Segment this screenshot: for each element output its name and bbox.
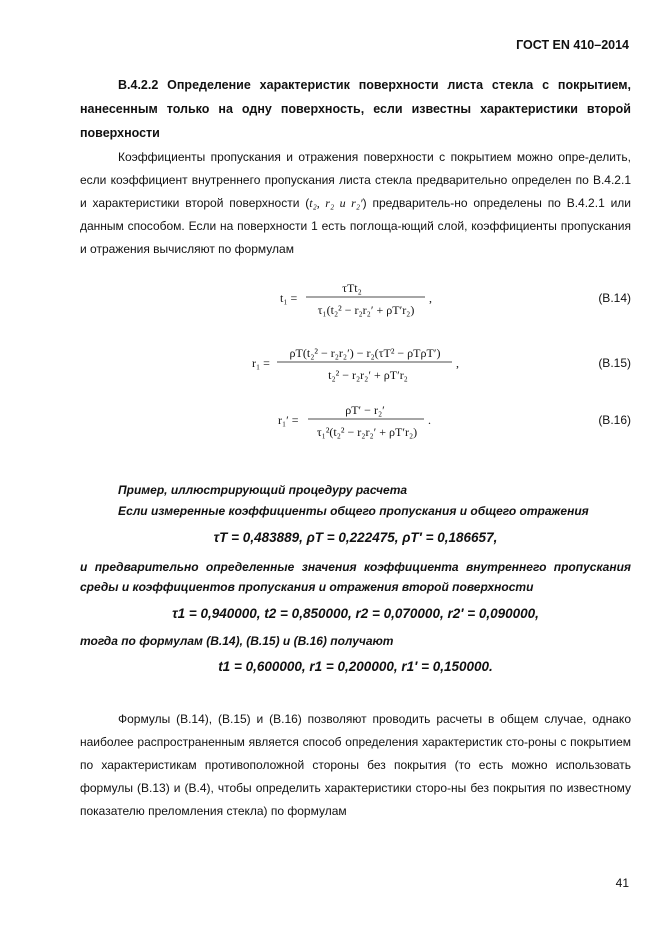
eq14-numerator: τTt₂ — [342, 281, 362, 295]
example-then: тогда по формулам (В.14), (В.15) и (В.16) получают — [80, 634, 394, 648]
equation-b16 — [80, 396, 631, 444]
paragraph-intro-part2: ) предваритель-но определены по В.4.2.1 или данным способом. Если на поверхности 1 есть поглоща-ющий слой, коэффициенты пропускания и отражения вычисляют по формулам — [80, 196, 631, 256]
eq14-tail: , — [429, 291, 432, 305]
equation-b14 — [80, 274, 631, 322]
eq14-lhs: t₁ = — [280, 291, 298, 305]
equation-b16-formula — [80, 396, 631, 444]
eq14-denominator: τ₁(t₂² − r₂r₂′ + ρT′r₂) — [317, 303, 415, 317]
example-prelim: и предварительно определенные значения коэффициента внутреннего пропускания среды и коэффициентов пропускания и отражения второй поверхности — [80, 560, 631, 594]
eq16-number: (В.16) — [598, 413, 631, 427]
section-heading: В.4.2.2 Определение характеристик поверхности листа стекла с покрытием, нанесенным только на одну поверхность, если известны характеристики второй поверхности — [80, 78, 631, 140]
example-values-measured: τT = 0,483889, ρT = 0,222475, ρT′ = 0,186657, — [213, 530, 498, 545]
eq16-tail: . — [428, 413, 431, 427]
eq15-lhs: r₁ = — [252, 356, 270, 370]
eq14-number: (В.14) — [598, 291, 631, 305]
paragraph-intro — [80, 146, 631, 261]
eq15-number: (В.15) — [598, 356, 631, 370]
eq16-numerator: ρT′ − r₂′ — [345, 403, 385, 417]
second-surface-vars: t₂, r₂ и r₂′ — [309, 196, 363, 210]
example-measured: Если измеренные коэффициенты общего пропускания и общего отражения — [118, 504, 589, 518]
example-title: Пример, иллюстрирующий процедуру расчета — [118, 483, 408, 497]
paragraph-closing: Формулы (В.14), (В.15) и (В.16) позволяют проводить расчеты в общем случае, однако наиболее распространенным является способ определения характеристик сто-роны с покрытием по характеристикам противоположной стороны без покрытия (то есть можно использовать формулы (В.13) и (В.4), чтобы определить характеристики сторо-ны без покрытия по известному показателю преломления стекла) по формулам — [80, 712, 631, 818]
page-number: 41 — [615, 876, 629, 890]
document-header: ГОСТ EN 410–2014 — [516, 38, 629, 52]
equation-b14-formula — [80, 274, 631, 322]
eq16-denominator: τ₁²(t₂² − r₂r₂′ + ρT′r₂) — [316, 425, 418, 439]
paragraph-intro-part1: Коэффициенты пропускания и отражения поверхности с покрытием можно опре-делить, если коэффициент внутреннего пропускания листа стекла предварительно определен по В.4.2.1 и характеристики второй поверхности ( — [80, 150, 631, 210]
eq15-denominator: t₂² − r₂r₂′ + ρT′r₂ — [328, 368, 408, 382]
eq15-tail: , — [456, 356, 459, 370]
equation-b15 — [80, 339, 631, 387]
example-values-prelim: τ1 = 0,940000, t2 = 0,850000, r2 = 0,070000, r2′ = 0,090000, — [172, 606, 539, 621]
example-values-result: t1 = 0,600000, r1 = 0,200000, r1′ = 0,150000. — [218, 659, 493, 674]
eq15-numerator: ρT(t₂² − r₂r₂′) − r₂(τT² − ρTρT′) — [289, 346, 441, 360]
eq16-lhs: r₁′ = — [278, 413, 299, 427]
equation-b15-formula — [80, 339, 631, 387]
